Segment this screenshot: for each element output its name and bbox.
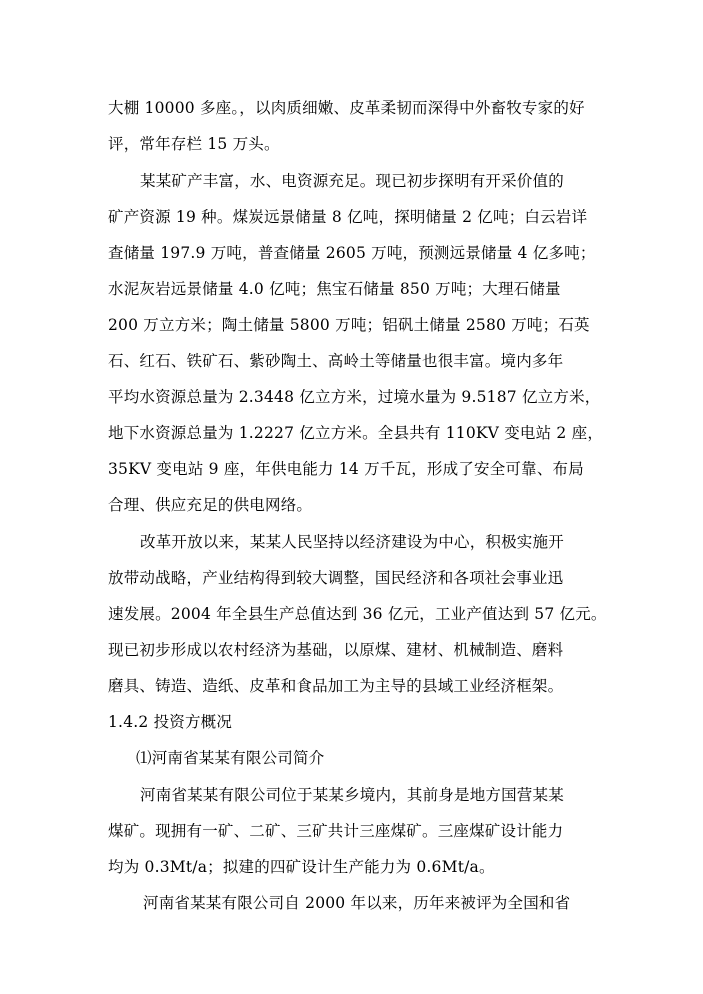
text-line: 河南省某某有限公司位于某某乡境内，其前身是地方国营某某 [140,786,564,804]
text-line: 大棚 10000 多座。，以肉质细嫩、皮革柔韧而深得中外畜牧专家的好 [108,99,585,117]
text-line: 200 万立方米；陶土储量 5800 万吨；铝矾土储量 2580 万吨；石英 [108,316,590,334]
section-heading: 1.4.2 投资方概况 [108,713,233,731]
text-line: 现已初步形成以农村经济为基础，以原煤、建材、机械制造、磨料 [108,641,564,659]
text-line: 水泥灰岩远景储量 4.0 亿吨；焦宝石储量 850 万吨；大理石储量 [108,280,561,298]
text-line: 河南省某某有限公司自 2000 年以来，历年来被评为全国和省 [143,894,571,912]
text-line: 查储量 197.9 万吨，普查储量 2605 万吨，预测远景储量 4 亿多吨； [108,244,596,262]
text-line: 均为 0.3Mt/a；拟建的四矿设计生产能力为 0.6Mt/a。 [108,858,495,876]
subsection-heading: ⑴河南省某某有限公司简介 [136,749,325,767]
text-line: 地下水资源总量为 1.2227 亿立方米。全县共有 110KV 变电站 2 座， [108,424,604,442]
text-line: 某某矿产丰富，水、电资源充足。现已初步探明有开采价值的 [140,172,564,190]
text-line: 速发展。2004 年全县生产总值达到 36 亿元，工业产值达到 57 亿元。 [108,605,607,623]
text-line: 35KV 变电站 9 座，年供电能力 14 万千瓦，形成了安全可靠、布局 [108,460,584,478]
text-line: 放带动战略，产业结构得到较大调整，国民经济和各项社会事业迅 [108,569,564,587]
text-line: 平均水资源总量为 2.3448 亿立方米，过境水量为 9.5187 亿立方米， [108,388,601,406]
text-line: 石、红石、铁矿石、紫砂陶土、高岭土等储量也很丰富。境内多年 [108,352,564,370]
text-line: 矿产资源 19 种。煤炭远景储量 8 亿吨，探明储量 2 亿吨；白云岩详 [108,208,588,226]
text-line: 煤矿。现拥有一矿、二矿、三矿共计三座煤矿。三座煤矿设计能力 [108,822,564,840]
text-line: 改革开放以来，某某人民坚持以经济建设为中心，积极实施开 [140,533,564,551]
text-line: 评，常年存栏 15 万头。 [108,135,280,153]
text-line: 磨具、铸造、造纸、皮革和食品加工为主导的县域工业经济框架。 [108,677,564,695]
text-line: 合理、供应充足的供电网络。 [108,496,313,514]
